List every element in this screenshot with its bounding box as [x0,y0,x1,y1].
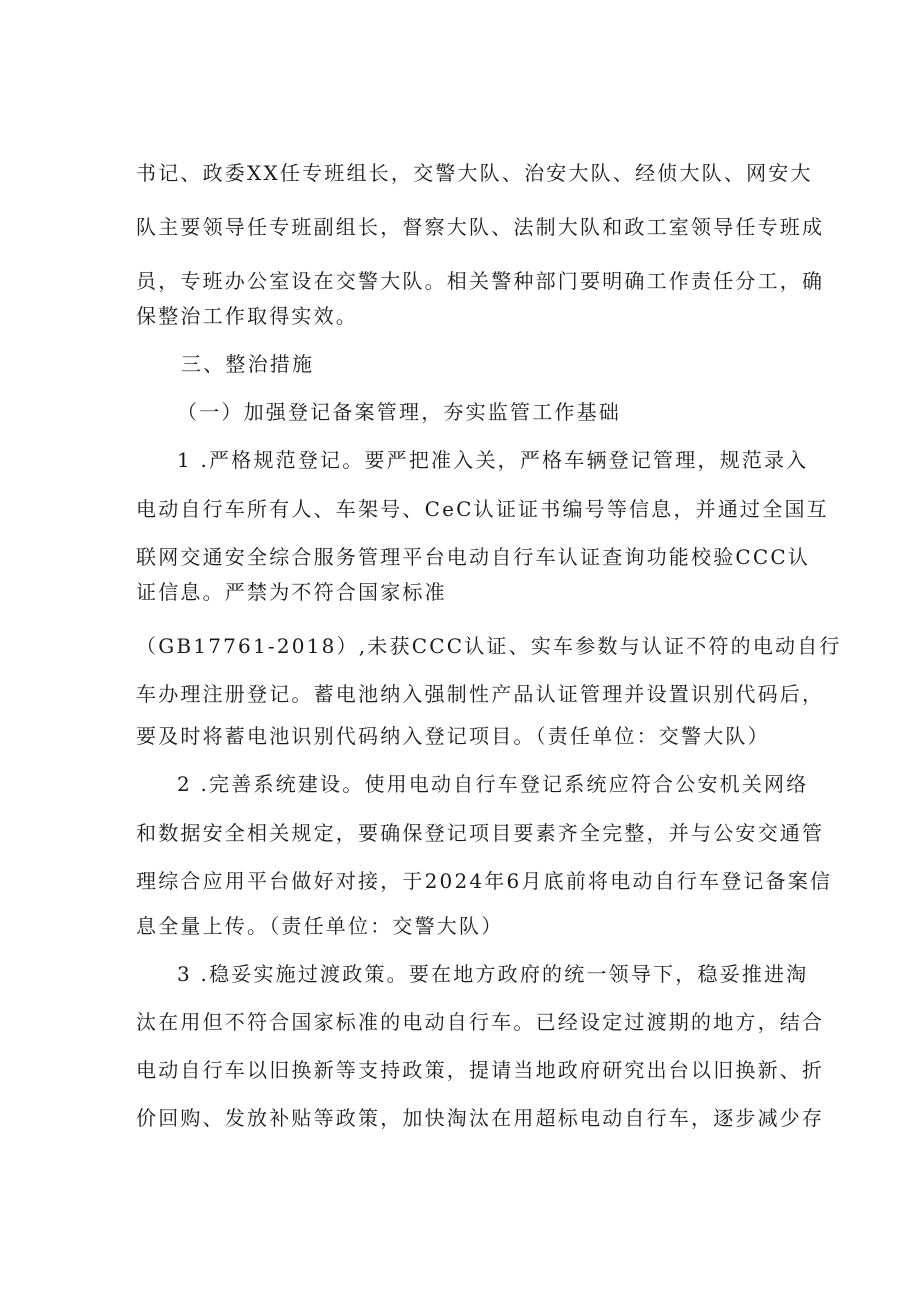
body-text-line: （GB17761-2018）,未获CCC认证、实车参数与认证不符的电动自行 [136,634,842,658]
body-text-line: 书记、政委XX任专班组长，交警大队、治安大队、经侦大队、网安大 [136,161,813,185]
body-text-line: 要及时将蓄电池识别代码纳入登记项目。（责任单位：交警大队） [136,724,770,748]
body-text-line: 息全量上传。（责任单位：交警大队） [136,914,504,938]
section-heading: 三、整治措施 [181,352,315,376]
paragraph-first-line: 1 .严格规范登记。要严把准入关，严格车辆登记管理，规范录入 [177,448,809,472]
body-text-line: 队主要领导任专班副组长，督察大队、法制大队和政工室领导任专班成 [136,215,825,239]
subsection-heading: （一）加强登记备案管理，夯实监管工作基础 [177,400,621,424]
body-text-line: 汰在用但不符合国家标准的电动自行车。已经设定过渡期的地方，结合 [136,1010,825,1034]
body-text-line: 价回购、发放补贴等政策，加快淘汰在用超标电动自行车，逐步减少存 [136,1106,825,1130]
body-text-line: 电动自行车所有人、车架号、CeC认证证书编号等信息，并通过全国互 [136,497,829,521]
body-text-line: 联网交通安全综合服务管理平台电动自行车认证查询功能校验CCC认 [136,545,811,569]
paragraph-first-line: 2 .完善系统建设。使用电动自行车登记系统应符合公安机关网络 [177,772,809,796]
body-text-line: 电动自行车以旧换新等支持政策，提请当地政府研究出台以旧换新、折 [136,1058,825,1082]
body-text-line: 证信息。严禁为不符合国家标准 [136,580,447,604]
body-text-line: 保整治工作取得实效。 [136,304,358,328]
paragraph-first-line: 3 .稳妥实施过渡政策。要在地方政府的统一领导下，稳妥推进淘 [177,962,809,986]
body-text-line: 理综合应用平台做好对接，于2024年6月底前将电动自行车登记备案信 [136,869,833,893]
body-text-line: 车办理注册登记。蓄电池纳入强制性产品认证管理并设置识别代码后， [136,682,825,706]
body-text-line: 和数据安全相关规定，要确保登记项目要素齐全完整，并与公安交通管 [136,821,825,845]
body-text-line: 员，专班办公室设在交警大队。相关警种部门要明确工作责任分工，确 [136,269,825,293]
